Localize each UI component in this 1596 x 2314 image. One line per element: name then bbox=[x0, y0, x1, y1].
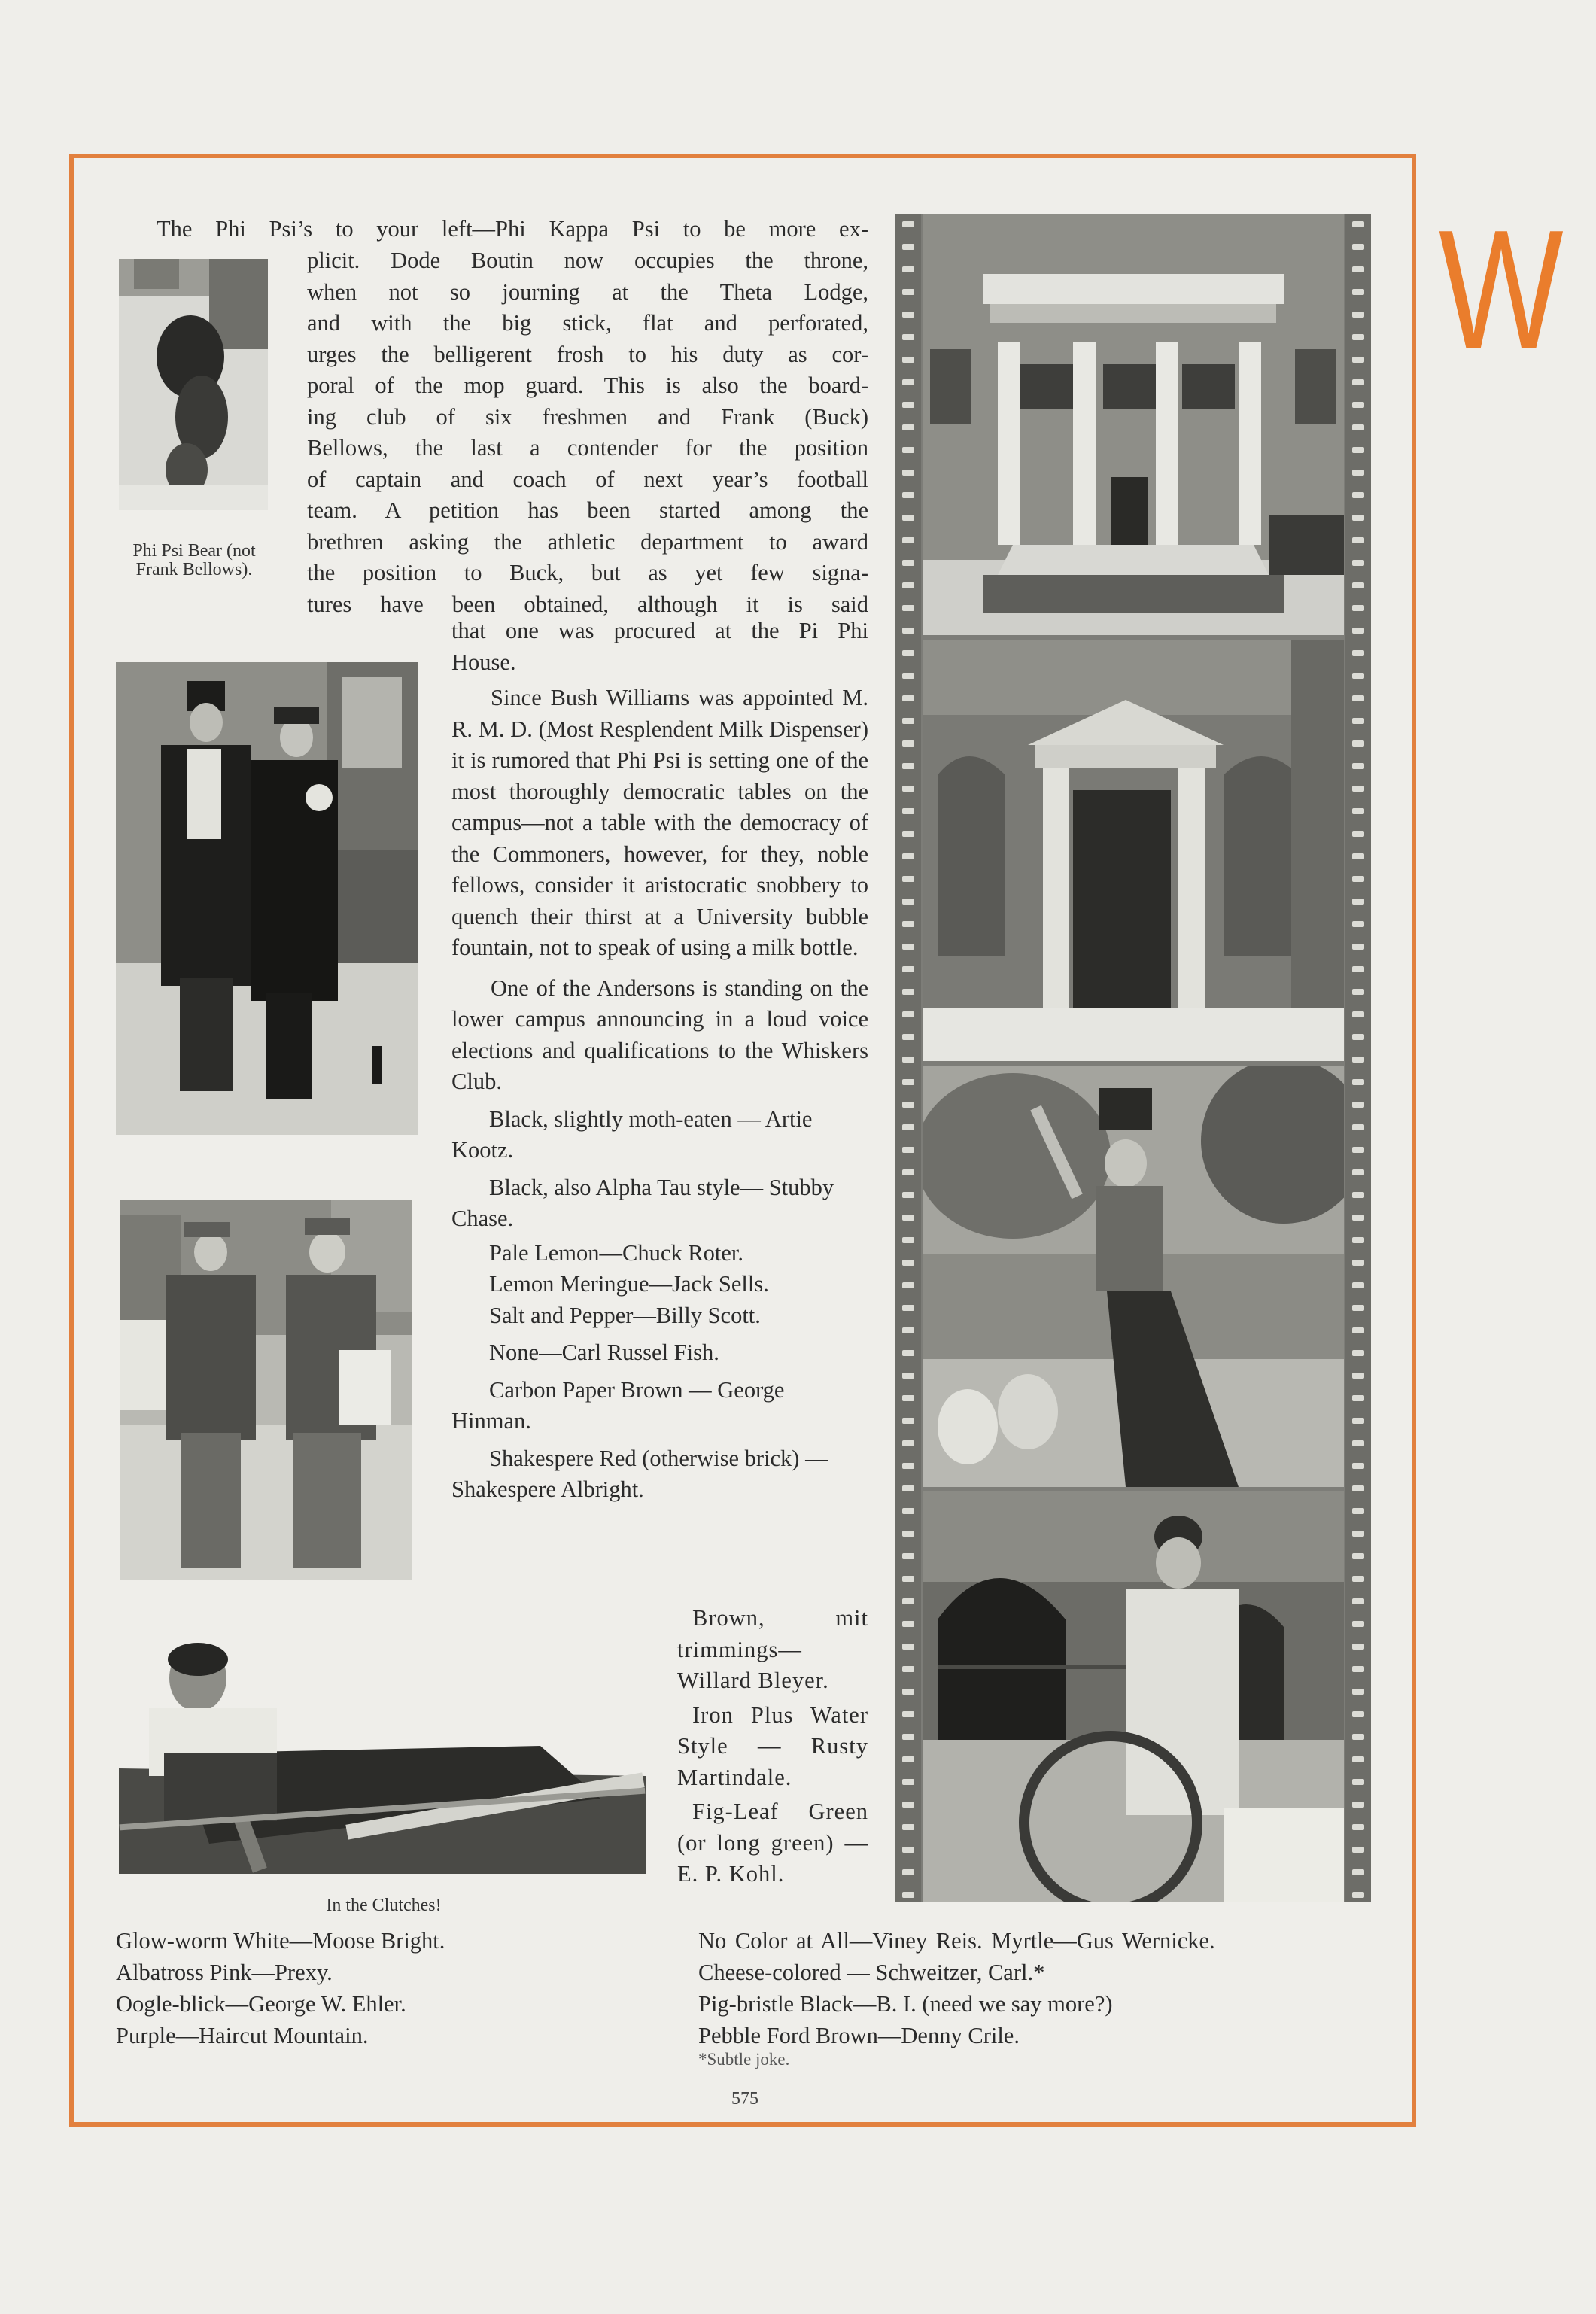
film-sprocket-hole bbox=[902, 763, 914, 769]
caption-clutches bbox=[286, 1896, 482, 1915]
film-sprocket-hole bbox=[902, 1192, 914, 1198]
film-sprocket-hole bbox=[1352, 1598, 1364, 1604]
bottom-right-item: Cheese-colored — Schweitzer, Carl.* bbox=[698, 1960, 1045, 1985]
filmstrip bbox=[895, 214, 1371, 1902]
film-sprocket-hole bbox=[1352, 989, 1364, 995]
film-sprocket-hole bbox=[1352, 1485, 1364, 1491]
film-sprocket-hole bbox=[902, 379, 914, 385]
film-sprocket-hole bbox=[902, 1689, 914, 1695]
film-sprocket-hole bbox=[1352, 266, 1364, 272]
whiskers-item: Pale Lemon—Chuck Roter. bbox=[489, 1239, 743, 1266]
film-sprocket-hole bbox=[1352, 1305, 1364, 1311]
main-p1-line: and with the big stick, flat and perforated, bbox=[307, 310, 868, 336]
film-sprocket-hole bbox=[1352, 1644, 1364, 1650]
film-sprocket-hole bbox=[1352, 221, 1364, 227]
film-sprocket-hole bbox=[902, 1485, 914, 1491]
film-sprocket-hole bbox=[1352, 1102, 1364, 1108]
main-p1-line: the position to Buck, but as yet few signa- bbox=[307, 560, 868, 585]
film-sprocket-hole bbox=[902, 1327, 914, 1333]
main-p1-line: ing club of six freshmen and Frank (Buck) bbox=[307, 403, 868, 430]
film-sprocket-hole bbox=[1352, 1689, 1364, 1695]
film-sprocket-hole bbox=[902, 718, 914, 724]
film-sprocket-hole bbox=[1352, 1463, 1364, 1469]
caption-clutches-text: In the Clutches! bbox=[326, 1896, 442, 1915]
film-sprocket-hole bbox=[1352, 899, 1364, 905]
film-sprocket-hole bbox=[1352, 492, 1364, 498]
page-number: 575 bbox=[731, 2089, 758, 2109]
main-p3: One of the Andersons is standing on the lower campus announcing in a loud voice elections and qualifications to the Whiskers Club. bbox=[451, 975, 868, 1094]
film-sprocket-hole bbox=[1352, 424, 1364, 430]
film-sprocket-hole bbox=[1352, 1824, 1364, 1830]
film-sprocket-hole bbox=[1352, 402, 1364, 408]
main-p1-line: tures have been obtained, although it is said bbox=[307, 591, 868, 617]
film-sprocket-hole bbox=[902, 357, 914, 363]
film-sprocket-hole bbox=[902, 1418, 914, 1424]
film-sprocket-hole bbox=[902, 1621, 914, 1627]
film-sprocket-hole bbox=[1352, 876, 1364, 882]
main-p1-line: of captain and coach of next year’s football bbox=[307, 466, 868, 492]
film-sprocket-hole bbox=[902, 989, 914, 995]
main-p1-wrapped bbox=[307, 245, 868, 620]
film-sprocket-hole bbox=[1352, 334, 1364, 340]
film-sprocket-hole bbox=[902, 1531, 914, 1537]
film-sprocket-hole bbox=[1352, 740, 1364, 747]
film-sprocket-hole bbox=[902, 424, 914, 430]
main-p1-line-0: The Phi Psi’s to your left—Phi Kappa Psi to be more ex- bbox=[157, 216, 868, 242]
main-p1-line: urges the belligerent frosh to his duty as cor- bbox=[307, 341, 868, 367]
film-sprocket-hole bbox=[1352, 1079, 1364, 1085]
main-p1-line: team. A petition has been started among the bbox=[307, 497, 868, 523]
photo-bear bbox=[119, 259, 268, 510]
whiskers-item: Shakespere Red (otherwise brick) —Shakespere Albright. bbox=[451, 1445, 828, 1502]
film-sprocket-hole bbox=[902, 221, 914, 227]
film-sprocket-hole bbox=[1352, 605, 1364, 611]
film-sprocket-hole bbox=[1352, 1508, 1364, 1514]
film-sprocket-hole bbox=[902, 1395, 914, 1401]
caption-bear bbox=[111, 542, 277, 579]
film-sprocket-hole bbox=[1352, 1192, 1364, 1198]
film-sprocket-hole bbox=[1352, 944, 1364, 950]
main-p1-narrow-line: House. bbox=[451, 649, 516, 675]
bottom-left-item: Purple—Haircut Mountain. bbox=[116, 2023, 369, 2048]
film-sprocket-hole bbox=[902, 1102, 914, 1108]
bottom-right-item: Pig-bristle Black—B. I. (need we say more?) bbox=[698, 1991, 1113, 2017]
film-sprocket-hole bbox=[1352, 289, 1364, 295]
main-p1-line: when not so journing at the Theta Lodge, bbox=[307, 278, 868, 305]
narrow-list-column bbox=[677, 1603, 868, 1890]
film-sprocket-hole bbox=[1352, 1282, 1364, 1288]
main-p1-line: Bellows, the last a contender for the position bbox=[307, 435, 868, 461]
film-sprocket-hole bbox=[902, 740, 914, 747]
film-sprocket-hole bbox=[902, 1666, 914, 1672]
caption-bear-text: Phi Psi Bear (not Frank Bellows). bbox=[132, 541, 256, 579]
film-sprocket-hole bbox=[902, 628, 914, 634]
film-sprocket-hole bbox=[1352, 831, 1364, 837]
film-sprocket-hole bbox=[902, 831, 914, 837]
film-sprocket-hole bbox=[1352, 1531, 1364, 1537]
film-sprocket-hole bbox=[902, 1215, 914, 1221]
film-sprocket-hole bbox=[1352, 1802, 1364, 1808]
film-sprocket-hole bbox=[1352, 1869, 1364, 1875]
film-sprocket-hole bbox=[902, 786, 914, 792]
film-sprocket-hole bbox=[902, 492, 914, 498]
narrow-list-item: Brown, mit trimmings—Willard Bleyer. bbox=[677, 1605, 868, 1693]
film-sprocket-hole bbox=[902, 1734, 914, 1740]
film-sprocket-hole bbox=[1352, 1892, 1364, 1898]
film-sprocket-hole bbox=[902, 266, 914, 272]
film-sprocket-hole bbox=[902, 1463, 914, 1469]
film-sprocket-hole bbox=[1352, 1666, 1364, 1672]
photo-top-hat bbox=[116, 662, 418, 1135]
film-sprocket-hole bbox=[1352, 1576, 1364, 1582]
whiskers-item: Carbon Paper Brown — George Hinman. bbox=[451, 1376, 785, 1434]
film-sprocket-hole bbox=[1352, 1779, 1364, 1785]
film-sprocket-hole bbox=[1352, 650, 1364, 656]
main-p1-line: brethren asking the athletic department to award bbox=[307, 528, 868, 555]
film-sprocket-hole bbox=[1352, 1418, 1364, 1424]
film-sprocket-hole bbox=[1352, 379, 1364, 385]
main-p1-line: plicit. Dode Boutin now occupies the throne, bbox=[307, 248, 868, 273]
film-sprocket-hole bbox=[902, 1237, 914, 1243]
film-sprocket-hole bbox=[1352, 1847, 1364, 1853]
main-p1-narrow-line: that one was procured at the Pi Phi bbox=[451, 618, 868, 643]
film-sprocket-hole bbox=[902, 1305, 914, 1311]
film-sprocket-hole bbox=[902, 1147, 914, 1153]
film-sprocket-hole bbox=[902, 1779, 914, 1785]
film-sprocket-hole bbox=[902, 1124, 914, 1130]
whiskers-item: None—Carl Russel Fish. bbox=[489, 1339, 719, 1365]
whiskers-item: Salt and Pepper—Billy Scott. bbox=[489, 1302, 761, 1328]
whiskers-list bbox=[451, 1104, 868, 1506]
film-edge-right bbox=[1345, 214, 1371, 1902]
film-sprocket-hole bbox=[1352, 1147, 1364, 1153]
photo-newspaper-men bbox=[120, 1200, 412, 1580]
film-sprocket-hole bbox=[1352, 1440, 1364, 1446]
film-sprocket-hole bbox=[1352, 560, 1364, 566]
film-sprocket-hole bbox=[902, 1847, 914, 1853]
film-sprocket-hole bbox=[1352, 1169, 1364, 1175]
bottom-left-list bbox=[116, 1925, 643, 2051]
narrow-list-item: Iron Plus Water Style — Rusty Martindale. bbox=[677, 1701, 868, 1790]
film-sprocket-hole bbox=[902, 1440, 914, 1446]
whiskers-item: Lemon Meringue—Jack Sells. bbox=[489, 1271, 769, 1297]
film-sprocket-hole bbox=[902, 334, 914, 340]
film-sprocket-hole bbox=[1352, 921, 1364, 927]
film-sprocket-hole bbox=[1352, 966, 1364, 972]
film-sprocket-hole bbox=[1352, 1034, 1364, 1040]
film-sprocket-hole bbox=[902, 537, 914, 543]
film-sprocket-hole bbox=[902, 808, 914, 814]
film-sprocket-hole bbox=[902, 1057, 914, 1063]
film-sprocket-hole bbox=[1352, 1350, 1364, 1356]
film-sprocket-hole bbox=[902, 1756, 914, 1762]
bottom-left-item: Oogle-blick—George W. Ehler. bbox=[116, 1991, 406, 2017]
film-sprocket-hole bbox=[1352, 244, 1364, 250]
film-sprocket-hole bbox=[902, 921, 914, 927]
bottom-right-list bbox=[698, 1925, 1376, 2051]
film-sprocket-hole bbox=[1352, 1553, 1364, 1559]
film-sprocket-hole bbox=[902, 899, 914, 905]
film-sprocket-hole bbox=[1352, 763, 1364, 769]
film-sprocket-hole bbox=[902, 1260, 914, 1266]
narrow-list-item: Fig-Leaf Green (or long green) — E. P. Kohl. bbox=[677, 1799, 868, 1887]
film-sprocket-hole bbox=[902, 1350, 914, 1356]
film-sprocket-hole bbox=[1352, 1756, 1364, 1762]
section-letter: W bbox=[1439, 194, 1564, 384]
film-sprocket-hole bbox=[1352, 357, 1364, 363]
film-sprocket-hole bbox=[902, 1576, 914, 1582]
film-sprocket-hole bbox=[902, 1802, 914, 1808]
film-sprocket-hole bbox=[902, 1553, 914, 1559]
main-p1-first-line bbox=[157, 214, 868, 245]
whiskers-item: Black, slightly moth-eaten — Artie Kootz. bbox=[451, 1105, 813, 1163]
film-sprocket-hole bbox=[1352, 1057, 1364, 1063]
film-sprocket-hole bbox=[902, 966, 914, 972]
film-sprocket-hole bbox=[1352, 312, 1364, 318]
bottom-left-item: Glow-worm White—Moose Bright. bbox=[116, 1928, 445, 1954]
film-sprocket-hole bbox=[902, 673, 914, 679]
film-sprocket-hole bbox=[902, 1508, 914, 1514]
film-sprocket-hole bbox=[1352, 1215, 1364, 1221]
film-sprocket-hole bbox=[902, 312, 914, 318]
film-sprocket-hole bbox=[902, 402, 914, 408]
film-sprocket-hole bbox=[1352, 1260, 1364, 1266]
film-sprocket-hole bbox=[1352, 853, 1364, 859]
film-sprocket-hole bbox=[902, 470, 914, 476]
bottom-right-item: No Color at All—Viney Reis. Myrtle—Gus Wernicke. bbox=[698, 1928, 1215, 1954]
film-sprocket-hole bbox=[1352, 470, 1364, 476]
footnote: *Subtle joke. bbox=[698, 2050, 790, 2069]
film-sprocket-hole bbox=[902, 1282, 914, 1288]
film-sprocket-hole bbox=[902, 560, 914, 566]
film-sprocket-hole bbox=[902, 944, 914, 950]
film-sprocket-hole bbox=[902, 1711, 914, 1717]
film-sprocket-hole bbox=[902, 244, 914, 250]
film-sprocket-hole bbox=[902, 650, 914, 656]
bottom-right-item: Pebble Ford Brown—Denny Crile. bbox=[698, 2023, 1020, 2048]
film-sprocket-hole bbox=[902, 1869, 914, 1875]
film-sprocket-hole bbox=[1352, 808, 1364, 814]
whiskers-item: Black, also Alpha Tau style— Stubby Chase. bbox=[451, 1174, 834, 1231]
film-sprocket-hole bbox=[902, 1892, 914, 1898]
film-sprocket-hole bbox=[902, 1644, 914, 1650]
photo-building-portico bbox=[923, 640, 1344, 1061]
film-sprocket-hole bbox=[1352, 1011, 1364, 1017]
film-sprocket-hole bbox=[902, 447, 914, 453]
film-sprocket-hole bbox=[1352, 1237, 1364, 1243]
film-sprocket-hole bbox=[1352, 695, 1364, 701]
photo-man-in-boat bbox=[119, 1625, 646, 1874]
photo-woman-dancing bbox=[923, 1066, 1344, 1487]
film-sprocket-hole bbox=[902, 853, 914, 859]
photo-building-columns bbox=[923, 214, 1344, 635]
film-sprocket-hole bbox=[902, 1169, 914, 1175]
film-sprocket-hole bbox=[1352, 1327, 1364, 1333]
film-sprocket-hole bbox=[1352, 1395, 1364, 1401]
film-sprocket-hole bbox=[902, 876, 914, 882]
film-sprocket-hole bbox=[1352, 582, 1364, 588]
film-sprocket-hole bbox=[1352, 1373, 1364, 1379]
film-sprocket-hole bbox=[1352, 515, 1364, 521]
film-sprocket-hole bbox=[902, 1824, 914, 1830]
bottom-left-item: Albatross Pink—Prexy. bbox=[116, 1960, 333, 1985]
film-sprocket-hole bbox=[1352, 537, 1364, 543]
film-sprocket-hole bbox=[902, 582, 914, 588]
photo-man-cart bbox=[923, 1491, 1344, 1902]
film-sprocket-hole bbox=[1352, 1711, 1364, 1717]
film-sprocket-hole bbox=[1352, 786, 1364, 792]
main-p1-line: poral of the mop guard. This is also the board- bbox=[307, 372, 868, 398]
film-edge-left bbox=[895, 214, 921, 1902]
main-p2: Since Bush Williams was appointed M. R. M. D. (Most Resplendent Milk Dispenser) it is rumored that Phi Psi is setting one of the most thoroughly democratic tables on the campus—not a table with the democracy of the Commoners, however, for they, noble fellows, consider it aristocratic snobbery to quench their thirst at a University bubble fountain, not to speak of using a milk bottle. bbox=[451, 685, 868, 960]
film-sprocket-hole bbox=[1352, 1124, 1364, 1130]
main-narrow-column bbox=[451, 616, 868, 1506]
film-sprocket-hole bbox=[902, 289, 914, 295]
film-sprocket-hole bbox=[902, 1079, 914, 1085]
film-sprocket-hole bbox=[902, 1373, 914, 1379]
film-sprocket-hole bbox=[1352, 628, 1364, 634]
film-sprocket-hole bbox=[902, 515, 914, 521]
film-sprocket-hole bbox=[1352, 718, 1364, 724]
film-sprocket-hole bbox=[902, 695, 914, 701]
film-sprocket-hole bbox=[1352, 1621, 1364, 1627]
film-sprocket-hole bbox=[1352, 447, 1364, 453]
film-sprocket-hole bbox=[902, 1011, 914, 1017]
film-sprocket-hole bbox=[902, 1034, 914, 1040]
film-sprocket-hole bbox=[1352, 1734, 1364, 1740]
film-sprocket-hole bbox=[902, 1598, 914, 1604]
film-sprocket-hole bbox=[902, 605, 914, 611]
film-sprocket-hole bbox=[1352, 673, 1364, 679]
